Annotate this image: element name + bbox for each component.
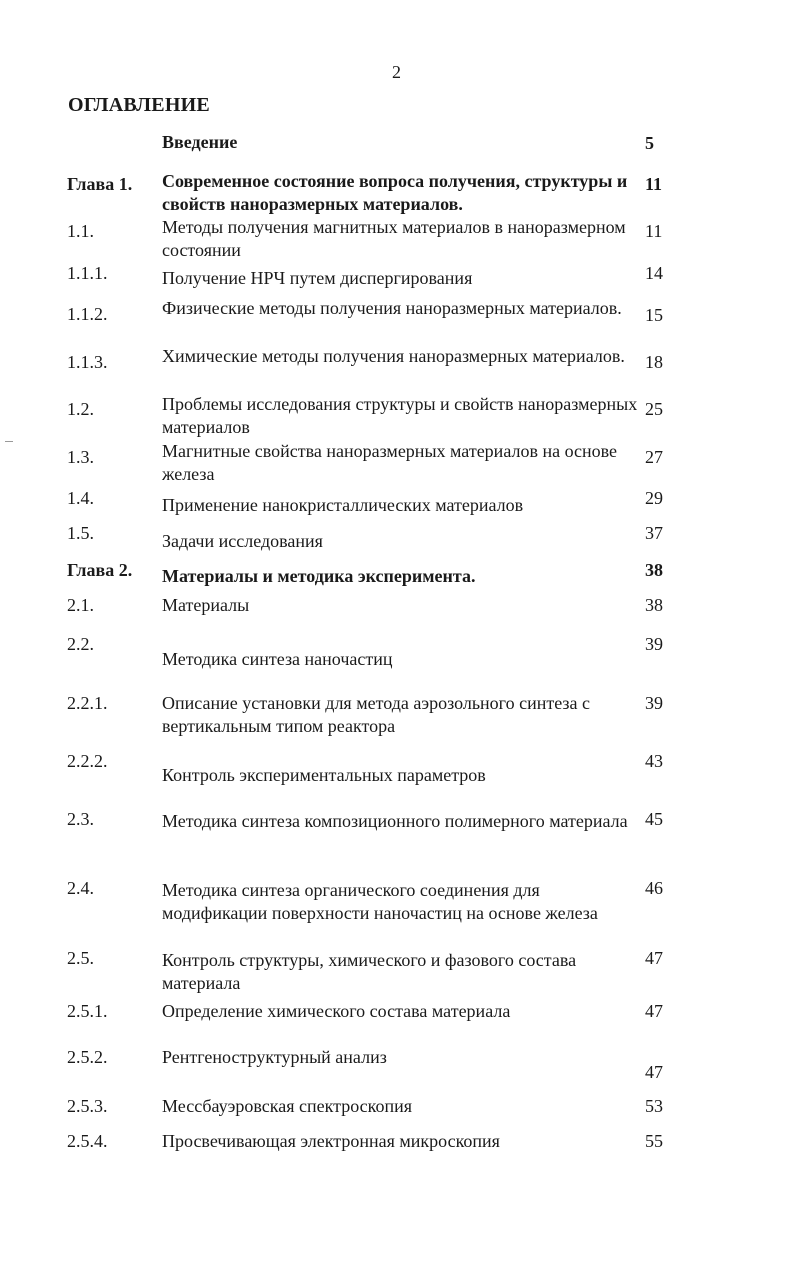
entry-page-number: 47 bbox=[645, 1062, 663, 1082]
entry-title: Методы получения магнитных материалов в наноразмерном состоянии bbox=[162, 217, 626, 260]
entry-number: 2.5.4. bbox=[67, 1131, 108, 1151]
entry-number: 1.4. bbox=[67, 488, 94, 508]
entry-number: 2.4. bbox=[67, 878, 94, 898]
entry-title: Описание установки для метода аэрозольного синтеза с вертикальным типом реактора bbox=[162, 693, 591, 736]
entry-number: Глава 1. bbox=[67, 174, 133, 194]
entry-number: 1.1. bbox=[67, 221, 94, 241]
entry-page-number: 29 bbox=[645, 488, 663, 508]
entry-page-number: 5 bbox=[645, 133, 654, 153]
entry-page-number: 15 bbox=[645, 305, 663, 325]
entry-number: 2.5.1. bbox=[67, 1001, 108, 1021]
entry-title: Определение химического состава материала bbox=[162, 1001, 511, 1021]
entry-title: Материалы и методика эксперимента. bbox=[162, 566, 476, 586]
entry-title: Магнитные свойства наноразмерных материалов на основе железа bbox=[162, 441, 618, 484]
entry-title: Контроль структуры, химического и фазового состава материала bbox=[162, 950, 577, 993]
entry-title: Современное состояние вопроса получения, структуры и свойств наноразмерных материалов. bbox=[162, 171, 628, 214]
entry-page-number: 25 bbox=[645, 399, 663, 419]
entry-title: Методика синтеза композиционного полимерного материала bbox=[162, 811, 628, 831]
entry-page-number: 27 bbox=[645, 447, 663, 467]
entry-title: Проблемы исследования структуры и свойств наноразмерных материалов bbox=[162, 394, 638, 437]
entry-number: 2.5. bbox=[67, 948, 94, 968]
entry-title: Просвечивающая электронная микроскопия bbox=[162, 1131, 500, 1151]
page-number: 2 bbox=[392, 62, 401, 82]
entry-page-number: 14 bbox=[645, 263, 663, 283]
entry-page-number: 43 bbox=[645, 751, 663, 771]
entry-page-number: 39 bbox=[645, 693, 663, 713]
entry-title: Контроль экспериментальных параметров bbox=[162, 765, 486, 785]
entry-title: Задачи исследования bbox=[162, 531, 323, 551]
entry-title: Методика синтеза органического соединения для модификации поверхности наночастиц на основе железа bbox=[162, 880, 598, 923]
entry-number: 2.5.3. bbox=[67, 1096, 108, 1116]
entry-title: Методика синтеза наночастиц bbox=[162, 649, 393, 669]
entry-title: Химические методы получения наноразмерных материалов. bbox=[162, 346, 625, 366]
entry-page-number: 53 bbox=[645, 1096, 663, 1116]
entry-page-number: 38 bbox=[645, 595, 663, 615]
entry-number: 1.3. bbox=[67, 447, 94, 467]
entry-title: Применение нанокристаллических материалов bbox=[162, 495, 524, 515]
entry-page-number: 38 bbox=[645, 560, 663, 580]
toc-title: ОГЛАВЛЕНИЕ bbox=[68, 94, 210, 116]
entry-page-number: 47 bbox=[645, 1001, 663, 1021]
entry-page-number: 46 bbox=[645, 878, 663, 898]
entry-number: 1.1.1. bbox=[67, 263, 108, 283]
entry-title: Введение bbox=[162, 132, 238, 152]
entry-number: 1.5. bbox=[67, 523, 94, 543]
entry-title: Получение НРЧ путем диспергирования bbox=[162, 268, 473, 288]
entry-page-number: 18 bbox=[645, 352, 663, 372]
entry-page-number: 39 bbox=[645, 634, 663, 654]
entry-title: Рентгеноструктурный анализ bbox=[162, 1047, 387, 1067]
entry-number: 2.2. bbox=[67, 634, 94, 654]
entry-page-number: 55 bbox=[645, 1131, 663, 1151]
entry-page-number: 45 bbox=[645, 809, 663, 829]
entry-page-number: 11 bbox=[645, 221, 663, 241]
entry-number: Глава 2. bbox=[67, 560, 133, 580]
entry-number: 1.1.3. bbox=[67, 352, 108, 372]
entry-page-number: 47 bbox=[645, 948, 663, 968]
entry-page-number: 11 bbox=[645, 174, 663, 194]
entry-page-number: 37 bbox=[645, 523, 663, 543]
entry-title: Мессбауэровская спектроскопия bbox=[162, 1096, 413, 1116]
margin-mark bbox=[5, 441, 13, 442]
entry-number: 1.1.2. bbox=[67, 304, 108, 324]
entry-number: 2.1. bbox=[67, 595, 94, 615]
entry-number: 2.2.1. bbox=[67, 693, 108, 713]
entry-number: 2.2.2. bbox=[67, 751, 108, 771]
entry-number: 2.5.2. bbox=[67, 1047, 108, 1067]
entry-number: 2.3. bbox=[67, 809, 94, 829]
entry-title: Материалы bbox=[162, 595, 250, 615]
entry-title: Физические методы получения наноразмерных материалов. bbox=[162, 298, 622, 318]
entry-number: 1.2. bbox=[67, 399, 94, 419]
